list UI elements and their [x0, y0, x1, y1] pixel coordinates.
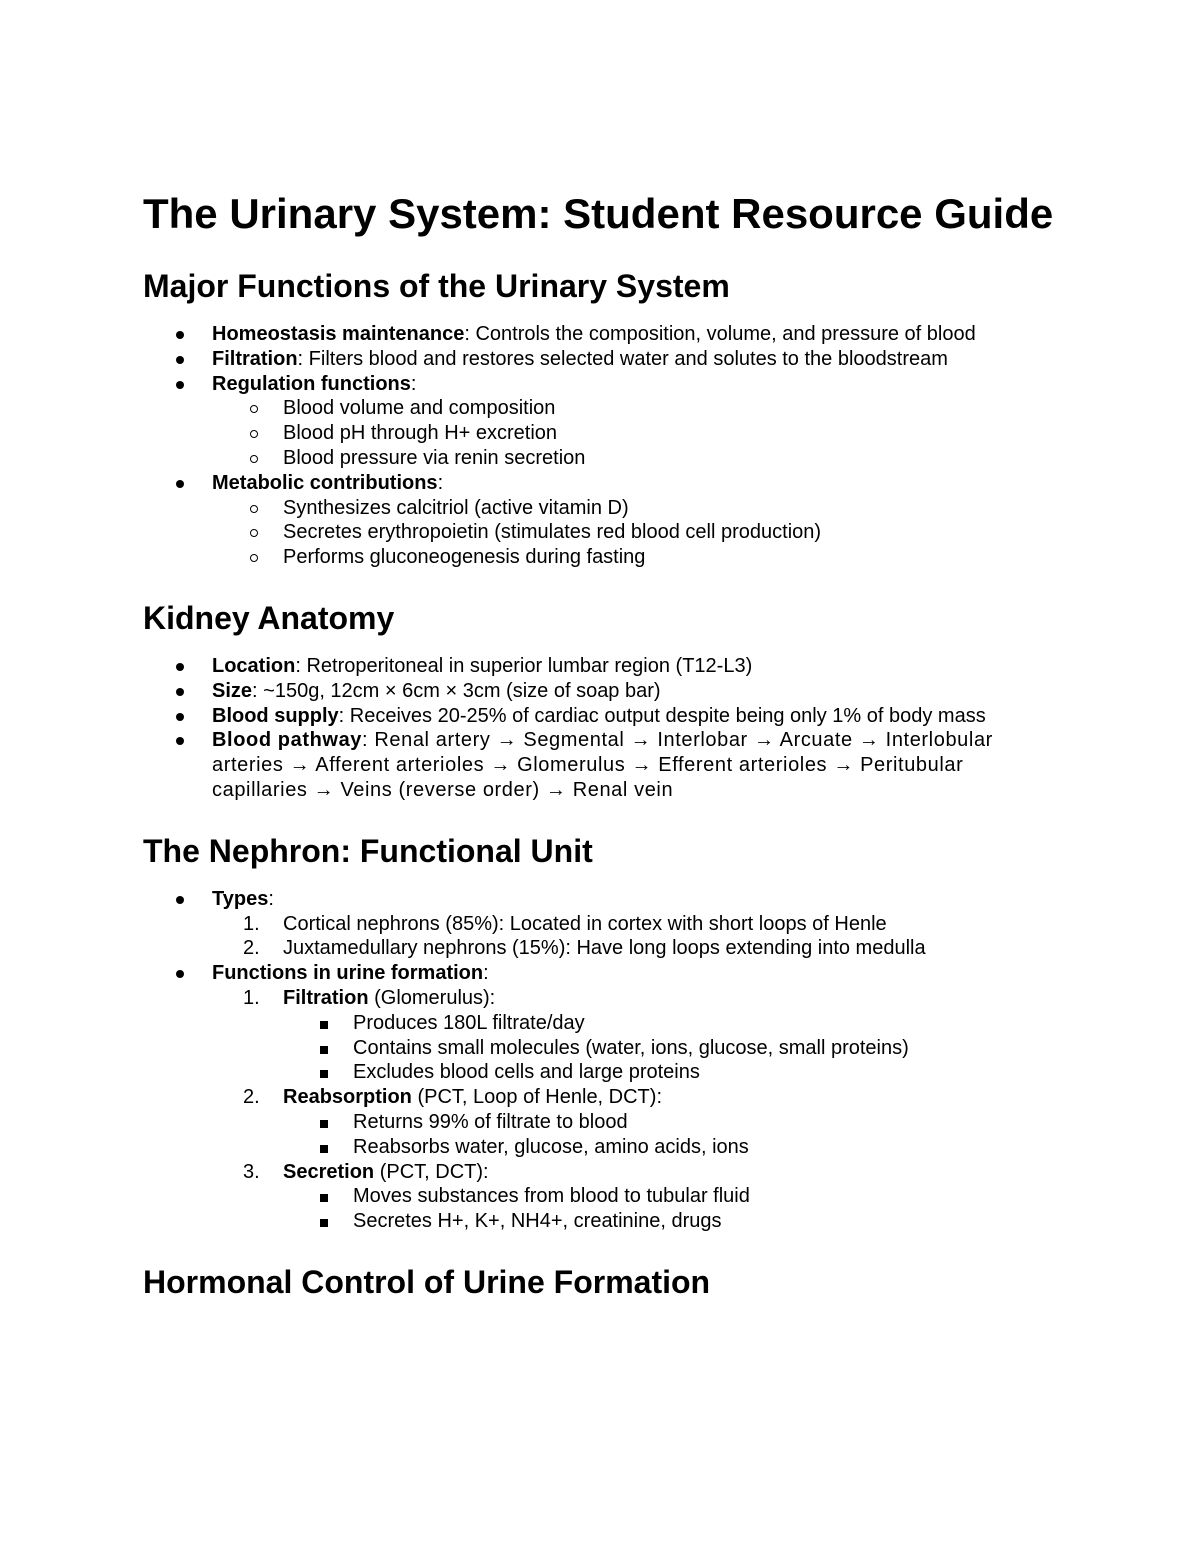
bullet-square-icon — [320, 1194, 328, 1202]
sub-list-item: Blood pH through H+ excretion — [143, 421, 1063, 446]
list-item: Size: ~150g, 12cm × 6cm × 3cm (size of soap bar) — [143, 679, 1063, 704]
bullet-circle-icon — [250, 455, 258, 463]
numbered-item: 3. Secretion (PCT, DCT): — [243, 1160, 489, 1183]
sub-sub-list-item: Reabsorbs water, glucose, amino acids, ions — [143, 1135, 1063, 1160]
sub-sub-list-item: Contains small molecules (water, ions, glucose, small proteins) — [143, 1036, 1063, 1061]
bullet-disc-icon — [176, 737, 184, 745]
numbered-item: 2. Reabsorption (PCT, Loop of Henle, DCT): — [243, 1086, 662, 1109]
bullet-disc-icon — [176, 663, 184, 671]
sub-list-item: Blood pressure via renin secretion — [143, 446, 1063, 471]
bullet-disc-icon — [176, 381, 184, 389]
bullet-circle-icon — [250, 405, 258, 413]
sub-sub-list-item: Returns 99% of filtrate to blood — [143, 1110, 1063, 1135]
bullet-square-icon — [320, 1046, 328, 1054]
numbered-item: 1. Filtration (Glomerulus): — [243, 986, 496, 1009]
bullet-circle-icon — [250, 430, 258, 438]
list-item: Location: Retroperitoneal in superior lumbar region (T12-L3) — [143, 654, 1063, 679]
numbered-item: 1. Cortical nephrons (85%): Located in cortex with short loops of Henle — [243, 912, 887, 935]
section-heading-functions: Major Functions of the Urinary System — [143, 268, 730, 304]
bullet-disc-icon — [176, 480, 184, 488]
sub-sub-list-item: Excludes blood cells and large proteins — [143, 1060, 1063, 1085]
page-title: The Urinary System: Student Resource Guide — [143, 190, 1054, 237]
anatomy-list — [143, 654, 1063, 803]
bullet-disc-icon — [176, 688, 184, 696]
bullet-circle-icon — [250, 505, 258, 513]
section-heading-anatomy: Kidney Anatomy — [143, 599, 395, 636]
bullet-square-icon — [320, 1070, 328, 1078]
bullet-square-icon — [320, 1021, 328, 1029]
section-heading-nephron: The Nephron: Functional Unit — [143, 832, 593, 869]
sub-sub-list-item: Secretes H+, K+, NH4+, creatinine, drugs — [143, 1209, 1063, 1234]
nephron-list — [143, 887, 1063, 1234]
list-item: Regulation functions: — [143, 372, 1063, 397]
sub-sub-list-item: Moves substances from blood to tubular fluid — [143, 1184, 1063, 1209]
bullet-disc-icon — [176, 331, 184, 339]
list-item: Blood supply: Receives 20-25% of cardiac output despite being only 1% of body mass — [143, 704, 1063, 729]
bullet-circle-icon — [250, 529, 258, 537]
functions-list — [143, 322, 1063, 570]
bullet-square-icon — [320, 1120, 328, 1128]
bullet-circle-icon — [250, 554, 258, 562]
sub-sub-list-item: Produces 180L filtrate/day — [143, 1011, 1063, 1036]
list-item: Blood pathway: Renal artery → Segmental → Interlobar → Arcuate → Interlobular arteries → Afferent arterioles → Glomerulus → Efferent arterioles → Peritubular capillaries → Veins (reverse order) → Renal vein — [143, 728, 1063, 802]
bullet-disc-icon — [176, 970, 184, 978]
list-item: Metabolic contributions: — [143, 471, 1063, 496]
list-item: Functions in urine formation: — [143, 961, 1063, 986]
list-item: Homeostasis maintenance: Controls the composition, volume, and pressure of blood — [143, 322, 1063, 347]
bullet-disc-icon — [176, 896, 184, 904]
document-content — [143, 188, 1063, 1318]
sub-list-item: Synthesizes calcitriol (active vitamin D) — [143, 496, 1063, 521]
sub-list-item: Blood volume and composition — [143, 396, 1063, 421]
numbered-item: 2. Juxtamedullary nephrons (15%): Have long loops extending into medulla — [243, 937, 926, 960]
sub-list-item: Performs gluconeogenesis during fasting — [143, 545, 1063, 570]
bullet-square-icon — [320, 1219, 328, 1227]
list-item: Filtration: Filters blood and restores selected water and solutes to the bloodstream — [143, 347, 1063, 372]
bullet-disc-icon — [176, 356, 184, 364]
bullet-disc-icon — [176, 713, 184, 721]
sub-list-item: Secretes erythropoietin (stimulates red blood cell production) — [143, 520, 1063, 545]
list-item: Types: — [143, 887, 1063, 912]
section-heading-hormonal: Hormonal Control of Urine Formation — [143, 1263, 711, 1300]
bullet-square-icon — [320, 1145, 328, 1153]
